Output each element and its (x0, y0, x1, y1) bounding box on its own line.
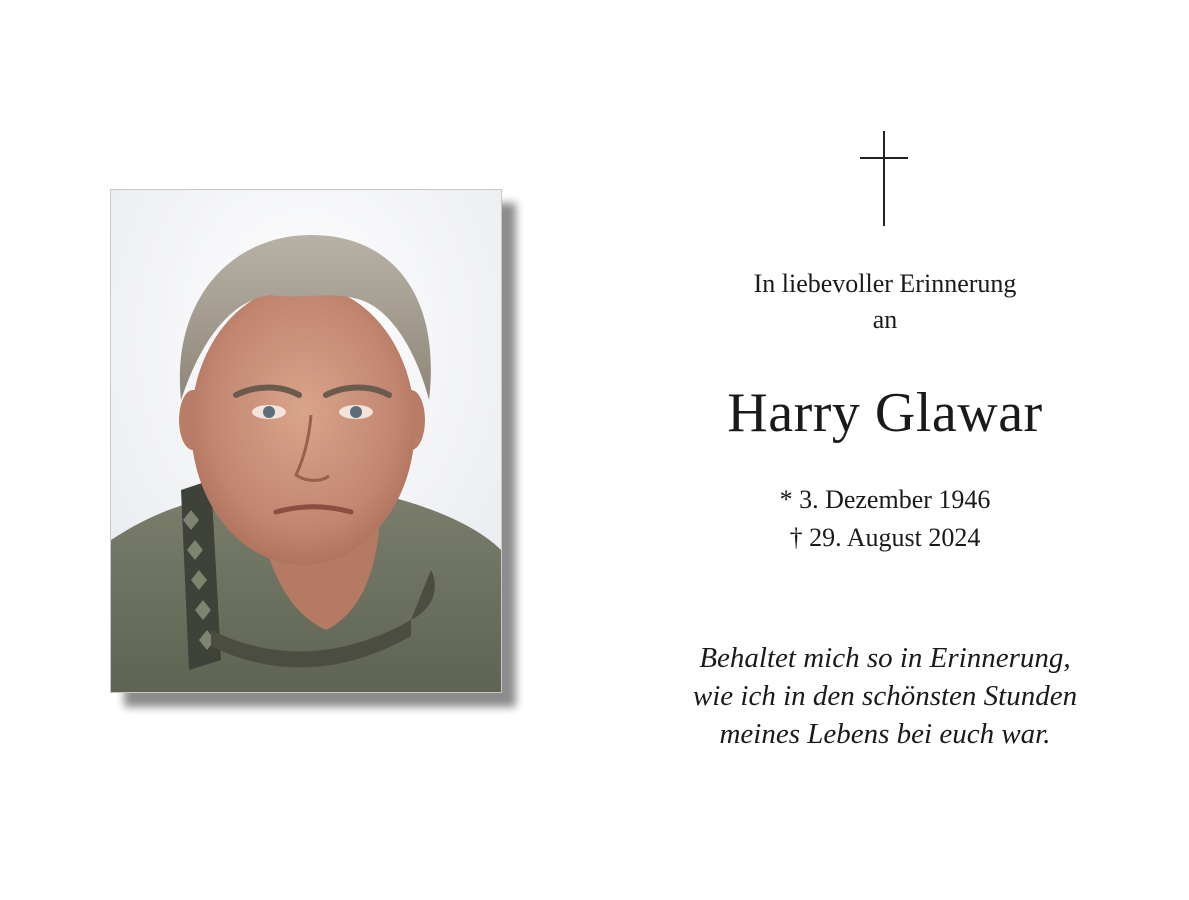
deceased-name: Harry Glawar (727, 382, 1043, 444)
portrait-photo (110, 189, 502, 693)
verse-line-3: meines Lebens bei euch war. (719, 718, 1051, 750)
life-dates (660, 481, 1110, 557)
intro-text (660, 266, 1110, 338)
portrait-illustration (111, 190, 501, 692)
death-date: † 29. August 2024 (789, 523, 981, 552)
latin-cross-icon (860, 131, 908, 226)
intro-line-1: In liebevoller Erinnerung (753, 269, 1017, 298)
intro-line-2: an (872, 305, 898, 334)
birth-date: * 3. Dezember 1946 (779, 485, 991, 514)
verse-line-1: Behaltet mich so in Erinnerung, (699, 642, 1071, 674)
verse-line-2: wie ich in den schönsten Stunden (692, 680, 1078, 712)
memorial-verse (640, 639, 1130, 753)
